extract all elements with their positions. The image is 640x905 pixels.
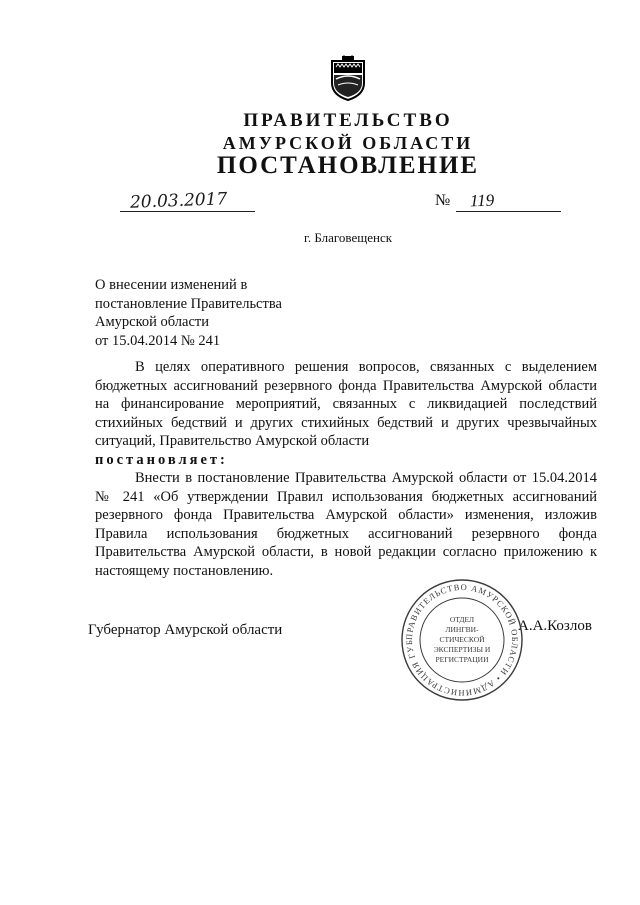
number-label: № bbox=[435, 192, 451, 209]
stamp-center-line: ЛИНГВИ- bbox=[445, 625, 479, 634]
document-body bbox=[95, 358, 597, 580]
resolves-keyword: постановляет: bbox=[95, 451, 228, 468]
header-region: АМУРСКОЙ ОБЛАСТИ bbox=[222, 133, 474, 153]
coat-of-arms-icon bbox=[328, 55, 368, 101]
signatory-role: Губернатор Амурской области bbox=[88, 622, 283, 638]
stamp-ring-text: ПРАВИТЕЛЬСТВО АМУРСКОЙ ОБЛАСТИ • АДМИНИСТРАЦИЯ ГУБ bbox=[403, 581, 521, 699]
stamp-center-line: ЭКСПЕРТИЗЫ И bbox=[433, 645, 491, 654]
subject-line: О внесении изменений в bbox=[95, 277, 248, 293]
body-paragraph-preamble: В целях оперативного решения вопросов, связанных с выделением бюджетных ассигнований резервного фонда Правительства Амурской области на финансирование мероприятий, связанных с ликвидацией последствий стихийных бедствий и других стихийных бедствий и других чрезвычайных ситуаций, Правительство Амурской области bbox=[95, 359, 597, 449]
subject-line: от 15.04.2014 № 241 bbox=[95, 332, 221, 349]
document-number: 119 bbox=[469, 190, 495, 211]
header-government: ПРАВИТЕЛЬСТВО bbox=[243, 110, 453, 131]
body-paragraph-resolution: Внести в постановление Правительства Амурской области от 15.04.2014 № 241 «Об утверждении Правил использования бюджетных ассигнований резервного фонда Правительства Амурской области» изменения, изложив Правила использования бюджетных ассигнований резервного фонда Правительства Амурской области, в новой редакции согласно приложению к настоящему постановлению. bbox=[95, 470, 597, 579]
subject-line: Амурской области bbox=[95, 314, 209, 330]
stamp-center-line: ОТДЕЛ bbox=[449, 615, 475, 624]
document-subject bbox=[95, 276, 282, 350]
document-type: ПОСТАНОВЛЕНИЕ bbox=[216, 152, 480, 179]
document-date: 20.03.2017 bbox=[129, 189, 228, 213]
stamp-center-line: СТИЧЕСКОЙ bbox=[439, 635, 485, 644]
official-stamp bbox=[400, 578, 524, 702]
city: г. Благовещенск bbox=[303, 230, 393, 245]
signatory-name: А.А.Козлов bbox=[518, 618, 592, 634]
stamp-center-line: РЕГИСТРАЦИИ bbox=[435, 655, 489, 664]
subject-line: постановление Правительства bbox=[95, 295, 282, 312]
